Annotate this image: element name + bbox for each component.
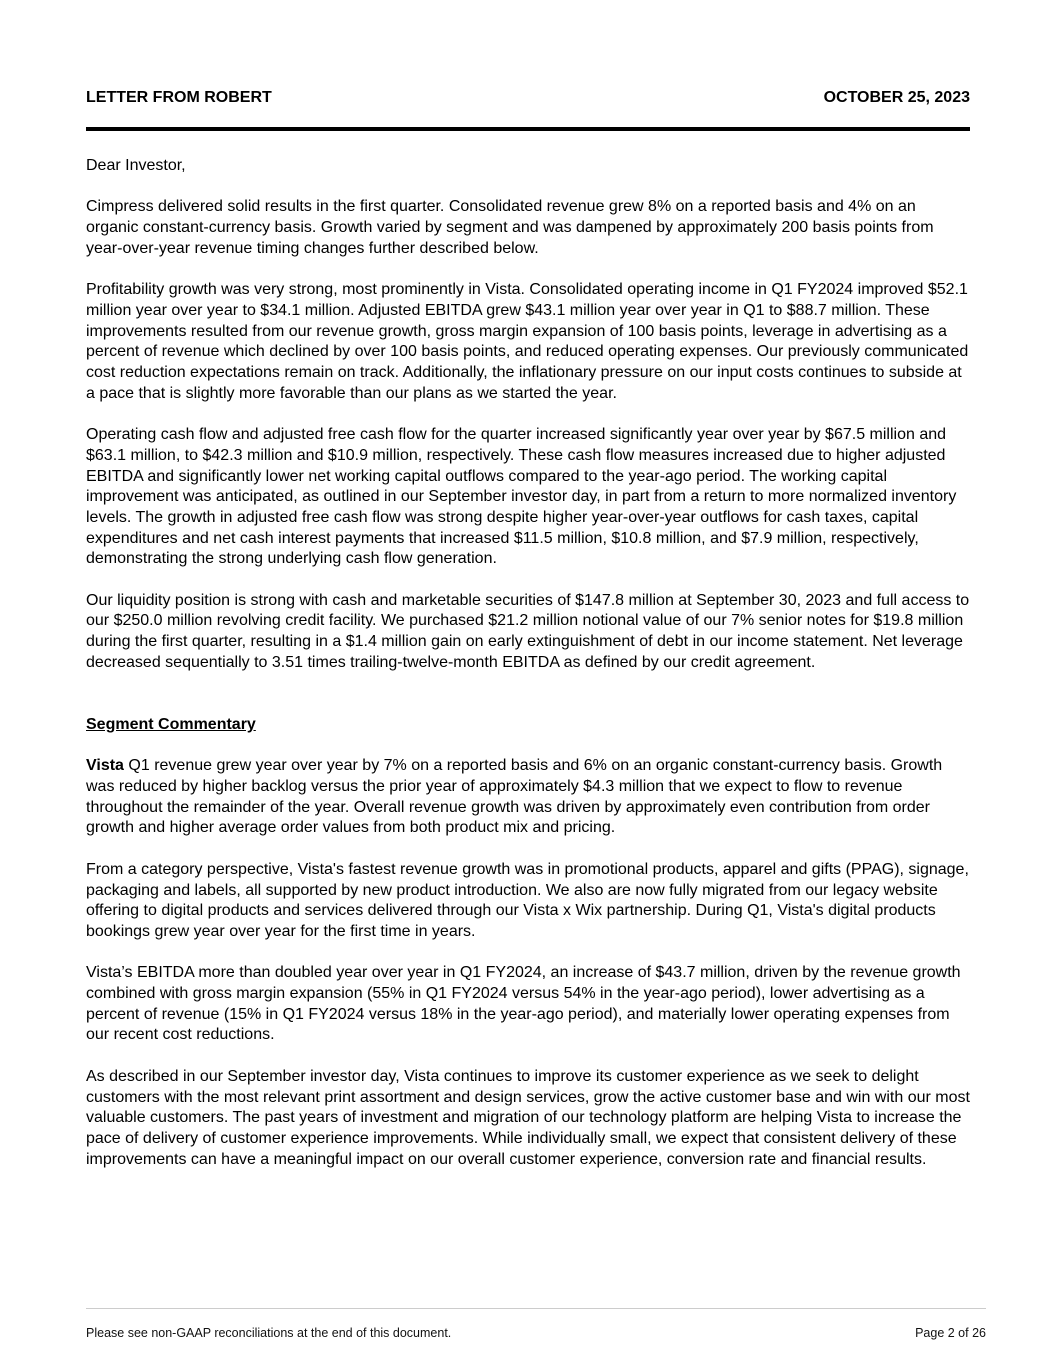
section-heading-segment-commentary: Segment Commentary bbox=[86, 715, 256, 733]
footer-divider bbox=[86, 1308, 986, 1309]
vista-lead: Vista bbox=[86, 757, 124, 775]
paragraph-overview: Cimpress delivered solid results in the first quarter. Consolidated revenue grew 8% on a reported basis and 4% on an organic constant-currency basis. Growth varied by segment and was dampened by approximately 200 basis points from year-over-year revenue timing changes further described below. bbox=[86, 198, 934, 257]
paragraph-vista-ebitda: Vista’s EBITDA more than doubled year over year in Q1 FY2024, an increase of $43.7 million, driven by the revenue growth combined with gross margin expansion (55% in Q1 FY2024 versus 54% in the year-ago period), lower advertising as a percent of revenue (15% in Q1 FY2024 versus 18% in the year-ago period), and materially lower operating expenses from our recent cost reductions. bbox=[86, 964, 961, 1044]
page-number: Page 2 of 26 bbox=[915, 1326, 986, 1340]
header-title: LETTER FROM ROBERT bbox=[86, 89, 272, 106]
vista-revenue-text: Q1 revenue grew year over year by 7% on a reported basis and 6% on an organic constant-currency basis. Growth was reduced by higher backlog versus the prior year of approximately $4.3 million that we expect to flow to revenue throughout the remainder of the year. Overall revenue growth was driven by approximately even contribution from order growth and higher average order values from both product mix and pricing. bbox=[86, 757, 943, 837]
paragraph-liquidity: Our liquidity position is strong with cash and marketable securities of $147.8 million at September 30, 2023 and full access to our $250.0 million revolving credit facility. We purchased $21.2 million notional value of our 7% senior notes for $19.8 million during the first quarter, resulting in a $1.4 million gain on early extinguishment of debt in our income statement. Net leverage decreased sequentially to 3.51 times trailing-twelve-month EBITDA as defined by our credit agreement. bbox=[86, 591, 970, 671]
header-date: OCTOBER 25, 2023 bbox=[823, 89, 970, 106]
page-header bbox=[86, 86, 970, 110]
paragraph-vista-category: From a category perspective, Vista's fastest revenue growth was in promotional products, apparel and gifts (PPAG), signage, packaging and labels, all supported by new product introduction. We also are now fully migrated from our legacy website offering to digital products and services delivered through our Vista x Wix partnership. During Q1, Vista's digital products bookings grew year over year for the first time in years. bbox=[86, 860, 969, 940]
paragraph-vista-revenue bbox=[86, 756, 970, 839]
salutation: Dear Investor, bbox=[86, 157, 186, 174]
letter-body bbox=[86, 156, 970, 1191]
page-footer bbox=[86, 1325, 986, 1341]
footer-note: Please see non-GAAP reconciliations at the end of this document. bbox=[86, 1326, 452, 1340]
header-divider bbox=[86, 127, 970, 131]
paragraph-vista-customer-experience: As described in our September investor day, Vista continues to improve its customer experience as we seek to delight customers with the most relevant print assortment and design services, grow the active customer base and win with our most valuable customers. The past years of investment and migration of our technology platform are helping Vista to increase the pace of delivery of customer experience improvements. While individually small, we expect that consistent delivery of these improvements can have a meaningful impact on our overall customer experience, conversion rate and financial results. bbox=[86, 1067, 970, 1168]
paragraph-profitability: Profitability growth was very strong, most prominently in Vista. Consolidated operating income in Q1 FY2024 improved $52.1 million year over year to $34.1 million. Adjusted EBITDA grew $43.1 million year over year in Q1 to $88.7 million. These improvements resulted from our revenue growth, gross margin expansion of 100 basis points, leverage in advertising as a percent of revenue which declined by over 100 basis points, and reduced operating expenses. Our previously communicated cost reduction expectations remain on track. Additionally, the inflationary pressure on our input costs continues to subside at a pace that is slightly more favorable than our plans as we started the year. bbox=[86, 281, 969, 402]
paragraph-cash-flow: Operating cash flow and adjusted free cash flow for the quarter increased significantly year over year by $67.5 million and $63.1 million, to $42.3 million and $10.9 million, respectively. These cash flow measures increased due to higher adjusted EBITDA and significantly lower net working capital outflows compared to the year-ago period. The working capital improvement was anticipated, as outlined in our September investor day, in part from a return to more normalized inventory levels. The growth in adjusted free cash flow was strong despite higher year-over-year outflows for cash taxes, capital expenditures and net cash interest payments that increased $11.5 million, $10.8 million, and $7.9 million, respectively, demonstrating the strong underlying cash flow generation. bbox=[86, 426, 957, 568]
